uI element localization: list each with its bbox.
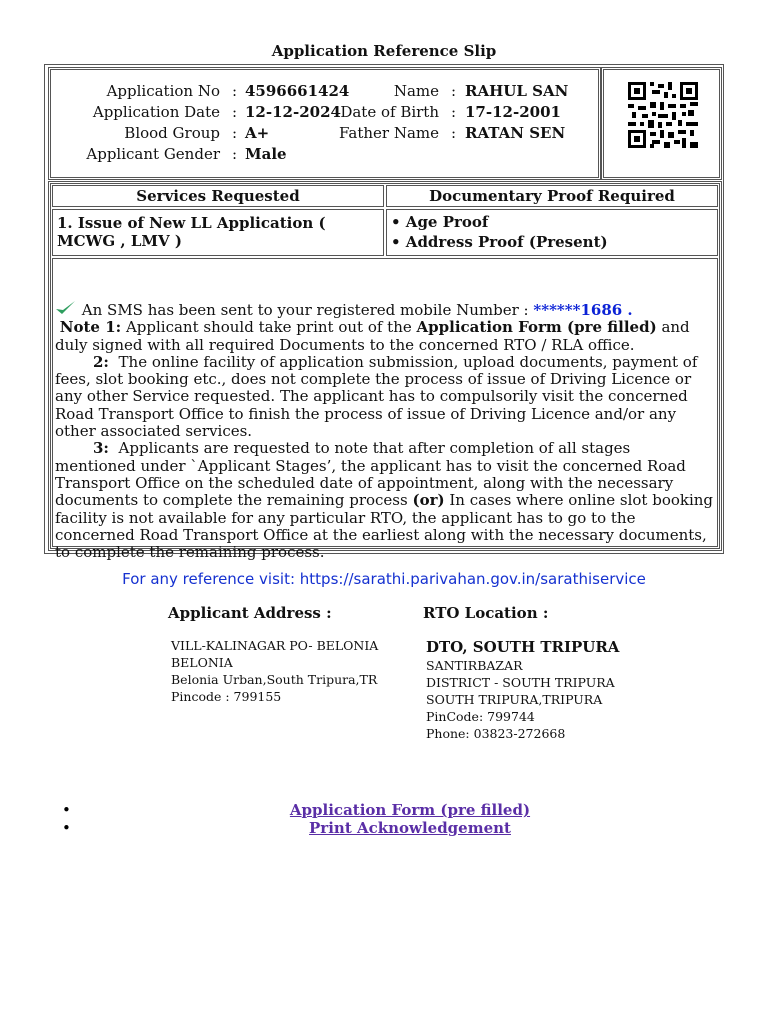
address-heading: Applicant Address : (168, 604, 332, 622)
note1-label: Note 1: (59, 318, 122, 337)
proof-item: • Address Proof (Present) (391, 233, 608, 251)
address-line: BELONIA (171, 655, 233, 670)
rto-address (426, 637, 619, 742)
name-value: RAHUL SAN (465, 82, 569, 100)
address-line: Belonia Urban,South Tripura,TR (171, 672, 378, 687)
app-date-value: 12-12-2024 (245, 103, 341, 121)
colon: : (232, 103, 238, 121)
colon: : (232, 82, 238, 100)
rto-heading: RTO Location : (423, 604, 549, 622)
applicant-address (171, 637, 378, 705)
rto-line: Phone: 03823-272668 (426, 726, 566, 741)
proof-header: Documentary Proof Required (386, 185, 718, 207)
proof-item: • Age Proof (391, 213, 489, 231)
page-title: Application Reference Slip (271, 42, 497, 60)
colon: : (451, 82, 457, 100)
note2-text: The online facility of application submission, upload documents, payment of fees, slot booking etc., does not complete the process of issue of Driving Licence or any other Service requested. The applicant has to compulsorily visit the concerned Road Transport Office to finish the process of issue of Driving Licence and/or any other associated services. (55, 352, 698, 441)
app-no-value: 4596661424 (245, 82, 350, 100)
links-list (60, 801, 760, 837)
list-item (60, 801, 760, 819)
rto-line: DISTRICT - SOUTH TRIPURA (426, 675, 615, 690)
name-label: Name (393, 82, 439, 100)
note1-text: Applicant should take print out of the (125, 318, 412, 337)
note3-text-2: In cases where online slot booking facility is not available for any particular RTO, the applicant has to go to the concerned Road Transport Office at the earliest along with the necessary documents, to complete the remaining process. (55, 491, 714, 562)
father-value: RATAN SEN (465, 124, 566, 142)
note3-text: Applicants are requested to note that after completion of all stages mentioned under `Applicant Stages’, the applicant has to visit the concerned Road Transport Office on the scheduled date of appointment, along with the necessary documents to complete the remaining process (55, 439, 686, 510)
notes (55, 300, 715, 561)
colon: : (451, 103, 457, 121)
rto-line: SANTIRBAZAR (426, 658, 523, 673)
father-label: Father Name (338, 124, 439, 142)
print-acknowledgement-link[interactable]: Print Acknowledgement (309, 819, 511, 837)
colon: : (451, 124, 457, 142)
note1-bold: Application Form (pre filled) (416, 318, 657, 337)
qr-code-icon (628, 82, 698, 148)
note2-label: 2: (93, 352, 109, 371)
rto-line: SOUTH TRIPURA,TRIPURA (426, 692, 603, 707)
note3-or: (or) (412, 491, 445, 510)
note1-text-2: and duly signed with all required Documents to the concerned RTO / RLA office. (55, 318, 690, 354)
application-form-link[interactable]: Application Form (pre filled) (289, 801, 531, 819)
dob-value: 17-12-2001 (465, 103, 561, 121)
blood-group-label: Blood Group (124, 124, 220, 142)
note3-label: 3: (93, 439, 109, 458)
app-date-label: Application Date (92, 103, 220, 121)
sms-number: ******1686 . (533, 301, 633, 319)
checkmark-icon (55, 300, 77, 316)
colon: : (232, 124, 238, 142)
sms-text: An SMS has been sent to your registered mobile Number : (81, 301, 529, 319)
gender-label: Applicant Gender (86, 145, 220, 163)
gender-value: Male (245, 145, 287, 163)
services-header: Services Requested (52, 185, 384, 207)
address-line: Pincode : 799155 (171, 689, 282, 704)
app-no-label: Application No (106, 82, 220, 100)
blood-group-value: A+ (245, 124, 270, 142)
address-line: VILL-KALINAGAR PO- BELONIA (171, 638, 379, 653)
colon: : (232, 145, 238, 163)
reference-text: For any reference visit: https://sarathi.parivahan.gov.in/sarathiservice (122, 570, 646, 588)
dob-label: Date of Birth (340, 103, 439, 121)
list-item (60, 819, 760, 837)
service-item: 1. Issue of New LL Application ( MCWG , LMV ) (52, 209, 384, 256)
rto-name: DTO, SOUTH TRIPURA (426, 638, 620, 656)
proof-list (386, 209, 718, 256)
rto-line: PinCode: 799744 (426, 709, 535, 724)
